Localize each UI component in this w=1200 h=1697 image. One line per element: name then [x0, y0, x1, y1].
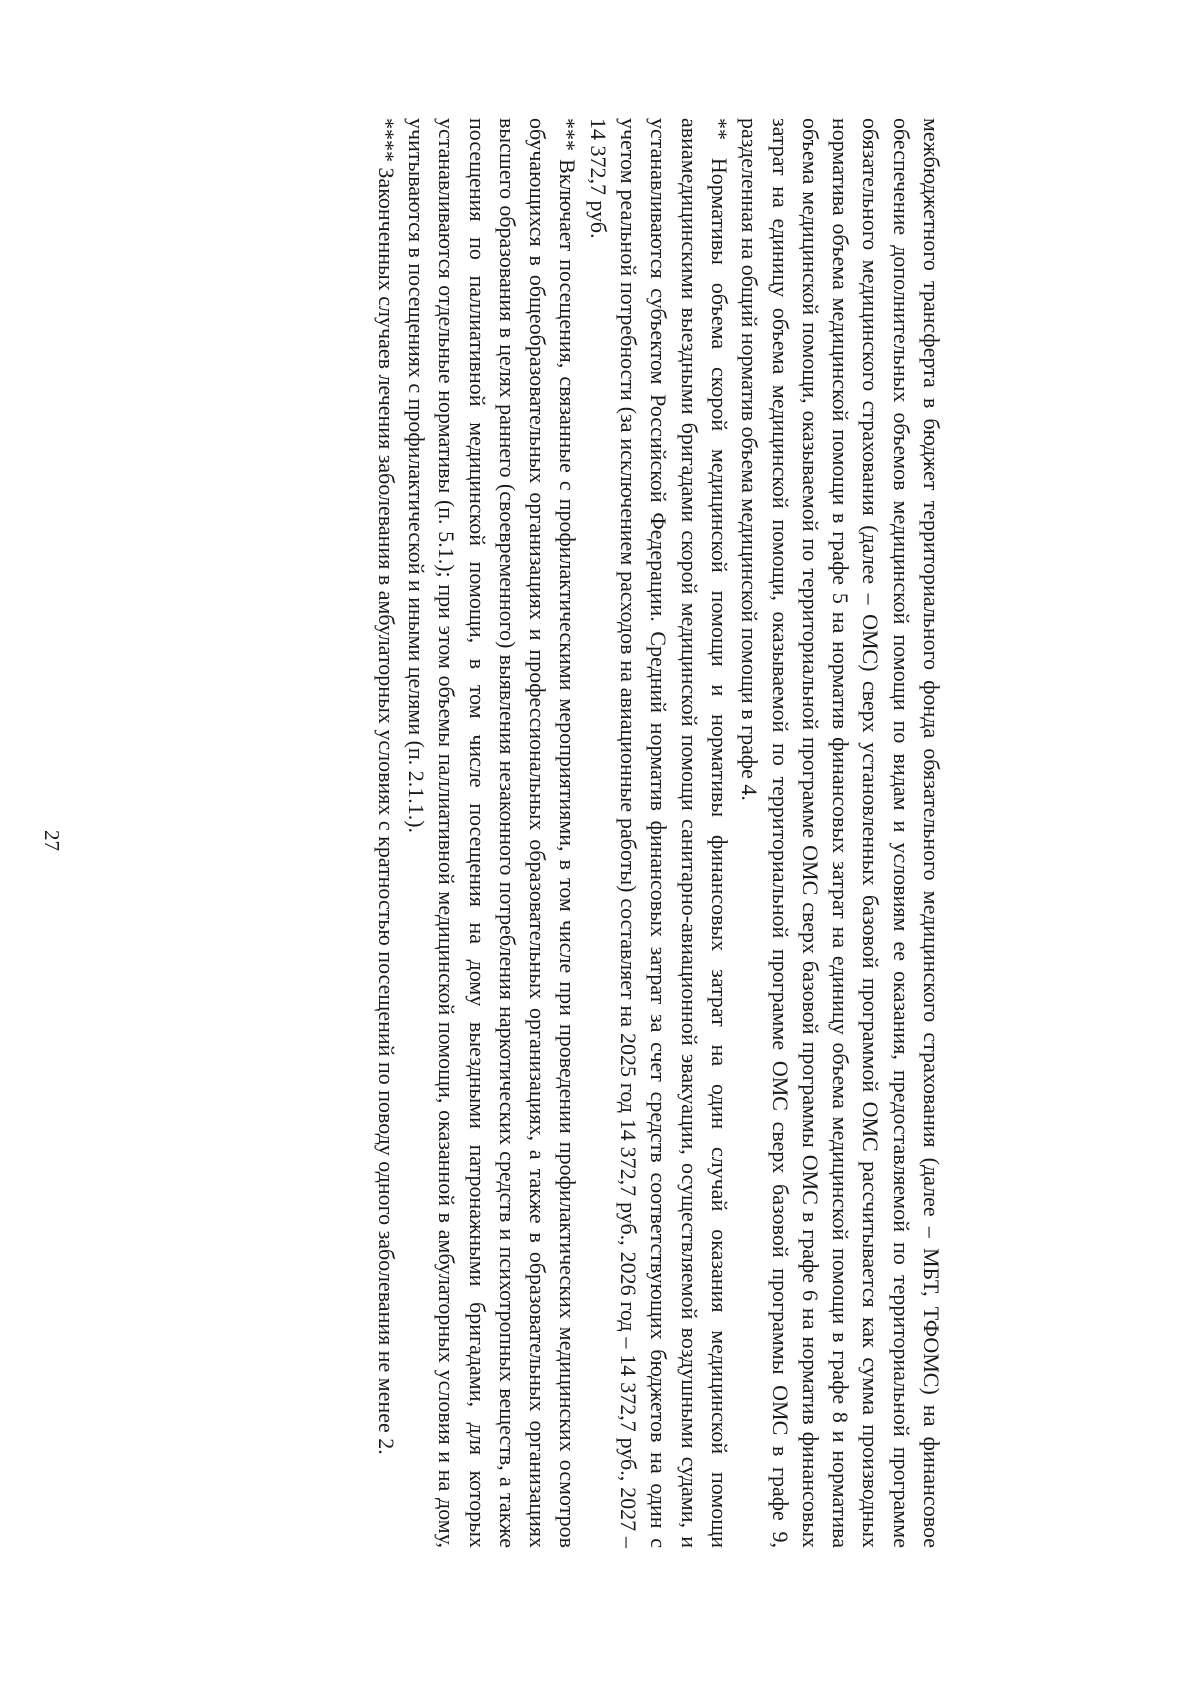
footnote-2: ** Нормативы объема скорой медицинской помощи и нормативы финансовых затрат на один случай оказания медицинской помощи авиамедицинскими выездными бригадами скорой медицинской помощи санитарно-авиационной эвакуации, осуществляемой воздушными судами, и устанавливаются субъектом Российской Федерации. Средний норматив финансовых затрат за счет средств соответствующих бюджетов на один с учетом реальной потребности (за исключением расходов на авиационные работы) составляет на 2025 год 14 372,7 руб., 2026 год – 14 372,7 руб., 2027 – 14 372,7 руб.: [585, 118, 732, 1548]
page-number: 27: [40, 830, 64, 851]
footnote-1: межбюджетного трансферта в бюджет территориального фонда обязательного медицинского страхования (далее – МБТ, ТФОМС) на финансовое обеспечение дополнительных объемов медицинской помощи по видам и условиям ее оказания, предоставляемой по территориальной программе обязательного медицинского страхования (далее – ОМС) сверх установленных базовой программой ОМС рассчитывается как сумма производных норматива объема медицинской помощи в графе 5 на норматив финансовых затрат на единицу объема медицинской помощи в графе 8 и норматива объема медицинской помощи, оказываемой по территориальной программе ОМС сверх базовой программы ОМС в графе 6 на норматив финансовых затрат на единицу объема медицинской помощи, оказываемой по территориальной программе ОМС сверх базовой программы ОМС в графе 9, разделенная на общий норматив объема медицинской помощи в графе 4.: [737, 118, 944, 1548]
footnote-3: *** Включает посещения, связанные с профилактическими мероприятиями, в том числе при проведении профилактических медицинских осмотров обучающихся в общеобразовательных организациях и профессиональных образовательных организациях, а также в образовательных организациях высшего образования в целях раннего (своевременного) выявления незаконного потребления наркотических средств и психотропных веществ, а также посещения по паллиативной медицинской помощи, в том числе посещения на дому выездными патронажными бригадами, для которых устанавливаются отдельные нормативы (п. 5.1.); при этом объемы паллиативной медицинской помощи, оказанной в амбулаторных условия и на дому, учитываются в посещениях с профилактической и иными целями (п. 2.1.1.).: [403, 118, 581, 1548]
footnote-4: **** Законченных случаев лечения заболевания в амбулаторных условиях с кратностью посещений по поводу одного заболевания не менее 2.: [373, 118, 399, 1455]
footnotes-block: [370, 118, 946, 1548]
